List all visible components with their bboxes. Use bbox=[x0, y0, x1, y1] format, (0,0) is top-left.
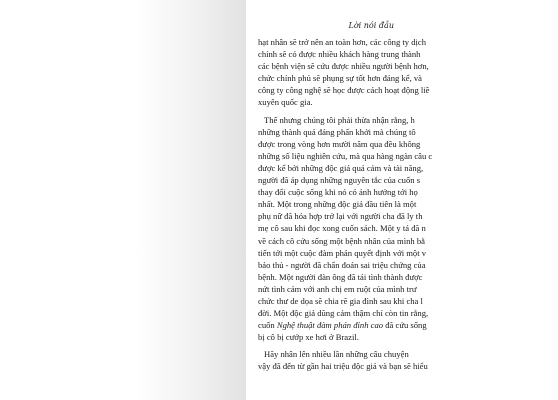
text-line: được kể bởi những độc giả quả cảm và tài năng, bbox=[258, 162, 424, 173]
text-fragment: đã cứu sống bbox=[383, 320, 427, 331]
text-line: các bệnh viện sẽ cứu được nhiều người bệnh hơn, bbox=[258, 61, 429, 72]
text-line: mẹ cô sau khi đọc xong cuốn sách. Một y tá đã n bbox=[258, 223, 426, 234]
text-line: công ty công nghệ sẽ học được cách hoạt động liề bbox=[258, 85, 430, 96]
text-line: được trong vòng hơn mười năm qua đều không bbox=[258, 138, 421, 149]
text-line: chính sẽ có được nhiều khách hàng trung thành bbox=[258, 49, 421, 60]
paragraph-3 bbox=[258, 348, 558, 372]
text-line: chức thư de dọa sẽ chia rẽ gia đình sau khi cha l bbox=[258, 295, 423, 306]
text-line: phụ nữ đã hóa hợp trở lại với người cha đã ly th bbox=[258, 211, 423, 222]
text-line: Thế nhưng chúng tôi phải thừa nhận rằng, h bbox=[264, 114, 415, 125]
text-line: xuyên quốc gia. bbox=[258, 97, 313, 108]
text-line: vậy đã đến từ gần hai triệu độc giả và bạn sẽ hiểu bbox=[258, 361, 428, 372]
text-line: chức chính phủ sẽ phụng sự tốt hơn đáng kể, và bbox=[258, 73, 422, 84]
text-line: nhất. Một trong những độc giả đầu tiên là một bbox=[258, 199, 417, 210]
paragraph-2 bbox=[258, 114, 558, 344]
text-line: hạt nhân sẽ trở nên an toàn hơn, các công ty dịch bbox=[258, 37, 427, 47]
text-line: bảo thủ - người đã chẩn đoán sai triệu chứng của bbox=[258, 259, 426, 270]
paragraph-1 bbox=[258, 36, 558, 109]
text-line: những số liệu nghiên cứu, mà qua hàng ngàn câu c bbox=[258, 150, 433, 161]
text-line-with-title bbox=[258, 319, 558, 331]
text-line: bệnh. Một người đàn ông đã tái tình thành được bbox=[258, 271, 423, 282]
text-line: tiến tới một cuộc đàm phán quyết định với một v bbox=[258, 247, 427, 258]
text-line: người đã áp dụng những nguyên tắc của cuốn s bbox=[258, 175, 421, 186]
text-line: về cách cô cứu sống một bệnh nhân của mình bằ bbox=[258, 235, 425, 246]
text-fragment: cuốn bbox=[258, 320, 277, 331]
body-text bbox=[258, 36, 558, 373]
text-line: đời. Một độc giả dũng cảm thậm chí còn tin rằng, bbox=[258, 308, 429, 319]
text-line: bị cô bị cướp xe hơi ở Brazil. bbox=[258, 332, 359, 343]
left-page-gutter bbox=[0, 0, 246, 400]
book-title: Nghệ thuật đàm phán đỉnh cao bbox=[276, 320, 384, 331]
text-line: thay đổi cuộc sống khi nó có ảnh hưởng tới họ bbox=[258, 187, 418, 198]
text-line: Hãy nhân lên nhiều lần những câu chuyện bbox=[264, 349, 409, 360]
running-head: Lời nói đầu bbox=[348, 21, 394, 30]
text-line: nứt tình cảm với anh chị em ruột của mình trư bbox=[258, 283, 417, 294]
text-line: những thành quả đáng phấn khởi mà chúng tô bbox=[258, 126, 416, 137]
